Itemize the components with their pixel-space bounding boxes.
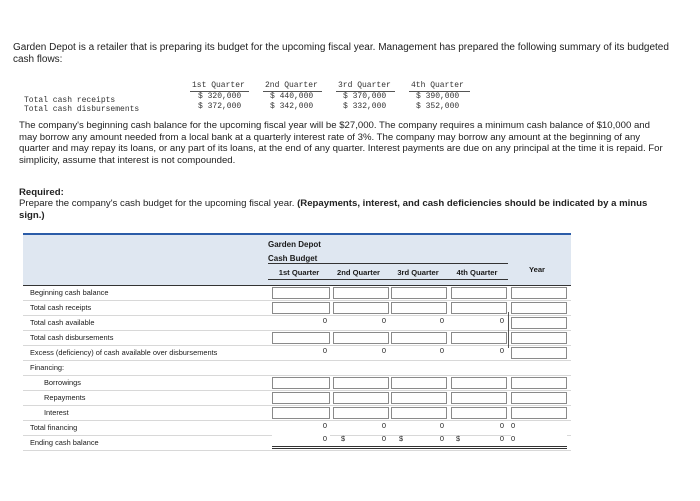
excess-q4: 0 bbox=[451, 346, 507, 358]
total-financing-year: 0 bbox=[511, 421, 567, 433]
input-disbursements-year[interactable] bbox=[511, 332, 567, 344]
dollar-sign: $ bbox=[341, 434, 346, 443]
total-financing-q2: 0 bbox=[333, 421, 389, 433]
ending-q2: 0 bbox=[381, 434, 386, 443]
input-interest-year[interactable] bbox=[511, 407, 567, 419]
input-available-year[interactable] bbox=[511, 317, 567, 329]
dollar-sign: $ bbox=[399, 434, 404, 443]
input-interest-q2[interactable] bbox=[333, 407, 389, 419]
col-header-q1: 1st Quarter bbox=[278, 268, 320, 277]
input-borrowings-year[interactable] bbox=[511, 377, 567, 389]
input-repayments-q2[interactable] bbox=[333, 392, 389, 404]
input-borrowings-q1[interactable] bbox=[272, 377, 330, 389]
row-label-repayments: Repayments bbox=[44, 393, 86, 402]
summary-cell: $ 332,000 bbox=[343, 102, 387, 111]
intro-text: Garden Depot is a retailer that is preparing its budget for the upcoming fiscal year. Management has prepared the following summary of its budgeted cash flows: bbox=[13, 42, 669, 65]
summary-header-q4: 4th Quarter bbox=[411, 81, 464, 90]
input-disbursements-q4[interactable] bbox=[451, 332, 507, 344]
budget-company: Garden Depot bbox=[268, 240, 321, 249]
header-divider bbox=[268, 279, 508, 280]
row-label-total-financing: Total financing bbox=[30, 423, 78, 432]
row-label-receipts: Total cash receipts bbox=[30, 303, 92, 312]
row-label-available: Total cash available bbox=[30, 318, 95, 327]
total-available-q2: 0 bbox=[333, 316, 389, 328]
input-receipts-q4[interactable] bbox=[451, 302, 507, 314]
input-interest-q1[interactable] bbox=[272, 407, 330, 419]
total-rule bbox=[272, 446, 567, 447]
problem-paragraph: The company's beginning cash balance for the upcoming fiscal year will be $27,000. The company requires a minimum cash balance of $10,000 and may borrow any amount needed from a local bank at a quarterly interest rate of 3%. The company may borrow any amount at the beginning of any quarter and may repay its loans, or any part of its loans, at the end of any quarter. Interest payments are due on any principal at the time it is repaid. For simplicity, assume that interest is not compounded. bbox=[19, 120, 663, 166]
row-label-borrowings: Borrowings bbox=[44, 378, 81, 387]
input-borrowings-q4[interactable] bbox=[451, 377, 507, 389]
input-borrowings-q3[interactable] bbox=[391, 377, 447, 389]
input-receipts-year[interactable] bbox=[511, 302, 567, 314]
summary-cell: $ 370,000 bbox=[343, 92, 387, 101]
summary-cell: $ 342,000 bbox=[270, 102, 314, 111]
input-beginning-q4[interactable] bbox=[451, 287, 507, 299]
required-title: Required: bbox=[19, 187, 64, 198]
total-available-q3: 0 bbox=[391, 316, 447, 328]
ending-q4: 0 bbox=[499, 434, 504, 443]
required-text bbox=[19, 198, 674, 221]
summary-header-q2: 2nd Quarter bbox=[265, 81, 318, 90]
input-beginning-q2[interactable] bbox=[333, 287, 389, 299]
header-divider bbox=[268, 263, 508, 264]
total-available-q1: 0 bbox=[272, 316, 330, 328]
col-header-q3: 3rd Quarter bbox=[397, 268, 439, 277]
ending-year: 0 bbox=[511, 434, 567, 446]
total-financing-q1: 0 bbox=[272, 421, 330, 433]
col-header-q4: 4th Quarter bbox=[456, 268, 498, 277]
summary-cell: $ 352,000 bbox=[416, 102, 460, 111]
row-label-disbursements: Total cash disbursements bbox=[30, 333, 114, 342]
summary-cell: $ 320,000 bbox=[198, 92, 242, 101]
input-beginning-q3[interactable] bbox=[391, 287, 447, 299]
table-row bbox=[23, 361, 571, 376]
input-interest-q4[interactable] bbox=[451, 407, 507, 419]
input-disbursements-q3[interactable] bbox=[391, 332, 447, 344]
excess-q1: 0 bbox=[272, 346, 330, 358]
row-label-beginning: Beginning cash balance bbox=[30, 288, 109, 297]
cell-divider bbox=[508, 312, 509, 348]
col-header-year: Year bbox=[528, 265, 546, 274]
row-label-financing: Financing: bbox=[30, 363, 65, 372]
summary-row-label: Total cash receipts bbox=[24, 96, 116, 105]
dollar-sign: $ bbox=[456, 434, 461, 443]
input-repayments-q1[interactable] bbox=[272, 392, 330, 404]
summary-cell: $ 440,000 bbox=[270, 92, 314, 101]
input-disbursements-q2[interactable] bbox=[333, 332, 389, 344]
summary-header-q1: 1st Quarter bbox=[192, 81, 245, 90]
row-label-interest: Interest bbox=[44, 408, 69, 417]
total-financing-q3: 0 bbox=[391, 421, 447, 433]
input-disbursements-q1[interactable] bbox=[272, 332, 330, 344]
input-receipts-q2[interactable] bbox=[333, 302, 389, 314]
summary-cell: $ 372,000 bbox=[198, 102, 242, 111]
col-header-q2: 2nd Quarter bbox=[336, 268, 381, 277]
excess-q3: 0 bbox=[391, 346, 447, 358]
budget-title: Cash Budget bbox=[268, 254, 318, 263]
input-interest-q3[interactable] bbox=[391, 407, 447, 419]
total-financing-q4: 0 bbox=[451, 421, 507, 433]
input-repayments-year[interactable] bbox=[511, 392, 567, 404]
required-text-plain: Prepare the company's cash budget for the upcoming fiscal year. bbox=[19, 198, 298, 209]
excess-q2: 0 bbox=[333, 346, 389, 358]
ending-q1: 0 bbox=[272, 434, 330, 446]
input-beginning-q1[interactable] bbox=[272, 287, 330, 299]
total-available-q4: 0 bbox=[451, 316, 507, 328]
required-text-bold: (Repayments, interest, and cash deficiencies should be indicated by a minus sign.) bbox=[19, 198, 648, 221]
summary-row-label: Total cash disbursements bbox=[24, 105, 140, 114]
input-receipts-q3[interactable] bbox=[391, 302, 447, 314]
row-label-excess: Excess (deficiency) of cash available over disbursements bbox=[30, 348, 218, 357]
total-rule bbox=[272, 448, 567, 449]
input-beginning-year[interactable] bbox=[511, 287, 567, 299]
input-repayments-q3[interactable] bbox=[391, 392, 447, 404]
input-repayments-q4[interactable] bbox=[451, 392, 507, 404]
row-label-ending: Ending cash balance bbox=[30, 438, 99, 447]
ending-q3: 0 bbox=[439, 434, 444, 443]
input-borrowings-q2[interactable] bbox=[333, 377, 389, 389]
summary-header-q3: 3rd Quarter bbox=[338, 81, 391, 90]
input-excess-year[interactable] bbox=[511, 347, 567, 359]
summary-cell: $ 390,000 bbox=[416, 92, 460, 101]
input-receipts-q1[interactable] bbox=[272, 302, 330, 314]
header-top-rule bbox=[23, 233, 571, 235]
